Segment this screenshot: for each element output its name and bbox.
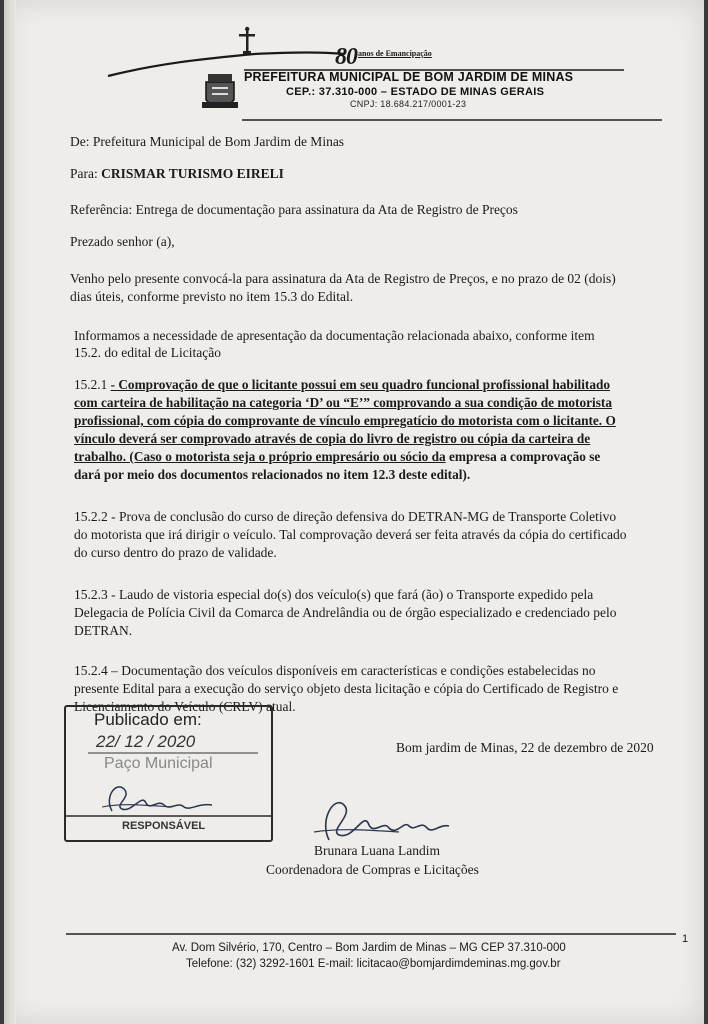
item-15-2-1-text-1: - Comprovação de que o licitante possui em seu quadro funcional profissional habilitado bbox=[110, 377, 611, 392]
document-page bbox=[4, 0, 704, 1024]
footer-address: Av. Dom Silvério, 170, Centro – Bom Jardim de Minas – MG CEP 37.310-000 bbox=[172, 942, 566, 954]
anniversary-mark bbox=[335, 44, 431, 71]
item-15-2-1-text-5a: trabalho. (Caso o motorista seja o próprio empresário ou sócio da bbox=[74, 449, 446, 464]
signer-signature bbox=[309, 790, 459, 850]
recipient-name: CRISMAR TURISMO EIRELI bbox=[101, 166, 284, 181]
item-15-2-3-line-2: Delegacia de Polícia Civil da Comarca de Andrelândia ou de órgão especializado e credenciado pelo bbox=[74, 605, 617, 620]
footer-contact: Telefone: (32) 3292-1601 E-mail: licitacao@bomjardimdeminas.mg.gov.br bbox=[186, 958, 561, 970]
page-edge bbox=[4, 0, 16, 1024]
item-15-2-2-line-2: do motorista que irá dirigir o veículo. Tal comprovação deverá ser feita através da cópia do certificado bbox=[74, 527, 627, 542]
item-15-2-4-line-1: 15.2.4 – Documentação dos veículos disponíveis em características e condições estabelecidas no bbox=[74, 663, 596, 678]
stamp-signature bbox=[102, 779, 222, 819]
item-15-2-4-line-2: presente Edital para a execução do serviço objeto desta licitação e cópia do Certificado de Registro e bbox=[74, 681, 619, 696]
paragraph-1-line-2: dias úteis, conforme previsto no item 15.3 do Edital. bbox=[70, 289, 354, 304]
item-15-2-4-line-3: Licenciamento do Veículo (CRLV) atual. bbox=[74, 699, 296, 714]
item-15-2-1-line-2: com carteira de habilitação na categoria ‘D’ ou “E’” comprovando a sua condição de motorista bbox=[74, 395, 612, 410]
signer-name: Brunara Luana Landim bbox=[314, 843, 440, 858]
letterhead-title: PREFEITURA MUNICIPAL DE BOM JARDIM DE MINAS bbox=[244, 70, 574, 84]
stamp-place: Paço Municipal bbox=[104, 755, 213, 772]
paragraph-2-line-1: Informamos a necessidade de apresentação da documentação relacionada abaixo, conforme item bbox=[74, 328, 595, 343]
date-place: Bom jardim de Minas, 22 de dezembro de 2020 bbox=[396, 740, 654, 755]
signer-role: Coordenadora de Compras e Licitações bbox=[266, 862, 479, 877]
stamp-date: 22/ 12 / 2020 bbox=[96, 732, 196, 751]
item-15-2-3-line-1: 15.2.3 - Laudo de vistoria especial do(s) dos veículo(s) que fará (ão) o Transporte expedido pela bbox=[74, 587, 594, 602]
anniversary-number: 80 bbox=[335, 44, 357, 70]
item-15-2-1-text-5b: empresa a comprovação se bbox=[445, 449, 601, 464]
item-15-2-2-line-3: do curso dentro do prazo de validade. bbox=[74, 545, 277, 560]
header-divider bbox=[242, 118, 662, 122]
anniversary-text: anos de Emancipação bbox=[358, 49, 432, 58]
to-label: Para: bbox=[70, 166, 102, 181]
item-15-2-2-line-1: 15.2.2 - Prova de conclusão do curso de direção defensiva do DETRAN-MG de Transporte Coletivo bbox=[74, 509, 617, 524]
to-line bbox=[70, 165, 284, 183]
stamp-title: Publicado em: bbox=[94, 710, 202, 729]
municipal-crest-icon bbox=[200, 72, 240, 116]
item-15-2-1-line-1 bbox=[74, 376, 610, 394]
letterhead-cep: CEP.: 37.310-000 – ESTADO DE MINAS GERAIS bbox=[286, 86, 545, 98]
stamp-divider bbox=[66, 815, 271, 818]
item-15-2-1-line-5 bbox=[74, 448, 600, 466]
paragraph-1-line-1: Venho pelo presente convocá-la para assinatura da Ata de Registro de Preços, e no prazo de 02 (dois) bbox=[70, 271, 616, 286]
from-line: De: Prefeitura Municipal de Bom Jardim de Minas bbox=[70, 134, 345, 149]
reference-line: Referência: Entrega de documentação para assinatura da Ata de Registro de Preços bbox=[70, 202, 518, 217]
footer-divider bbox=[66, 932, 676, 936]
item-15-2-1-line-3: profissional, com cópia do comprovante de vínculo empregatício do motorista com o licitante. O bbox=[74, 413, 616, 428]
item-15-2-1-line-6: dará por meio dos documentos relacionados no item 12.3 deste edital). bbox=[74, 467, 471, 482]
item-15-2-3-line-3: DETRAN. bbox=[74, 623, 133, 638]
paragraph-2-line-2: 15.2. do edital de Licitação bbox=[74, 345, 221, 360]
publication-stamp bbox=[64, 705, 273, 842]
stamp-responsible: RESPONSÁVEL bbox=[122, 820, 206, 832]
letterhead bbox=[4, 0, 704, 135]
item-15-2-1-line-4: vínculo deverá ser comprovado através de copia do livro de registro ou cópia da carteira de bbox=[74, 431, 591, 446]
greeting: Prezado senhor (a), bbox=[70, 234, 175, 249]
page-number: 1 bbox=[682, 933, 689, 945]
item-15-2-1-number: 15.2.1 bbox=[74, 377, 108, 392]
letterhead-cnpj: CNPJ: 18.684.217/0001-23 bbox=[350, 99, 467, 109]
